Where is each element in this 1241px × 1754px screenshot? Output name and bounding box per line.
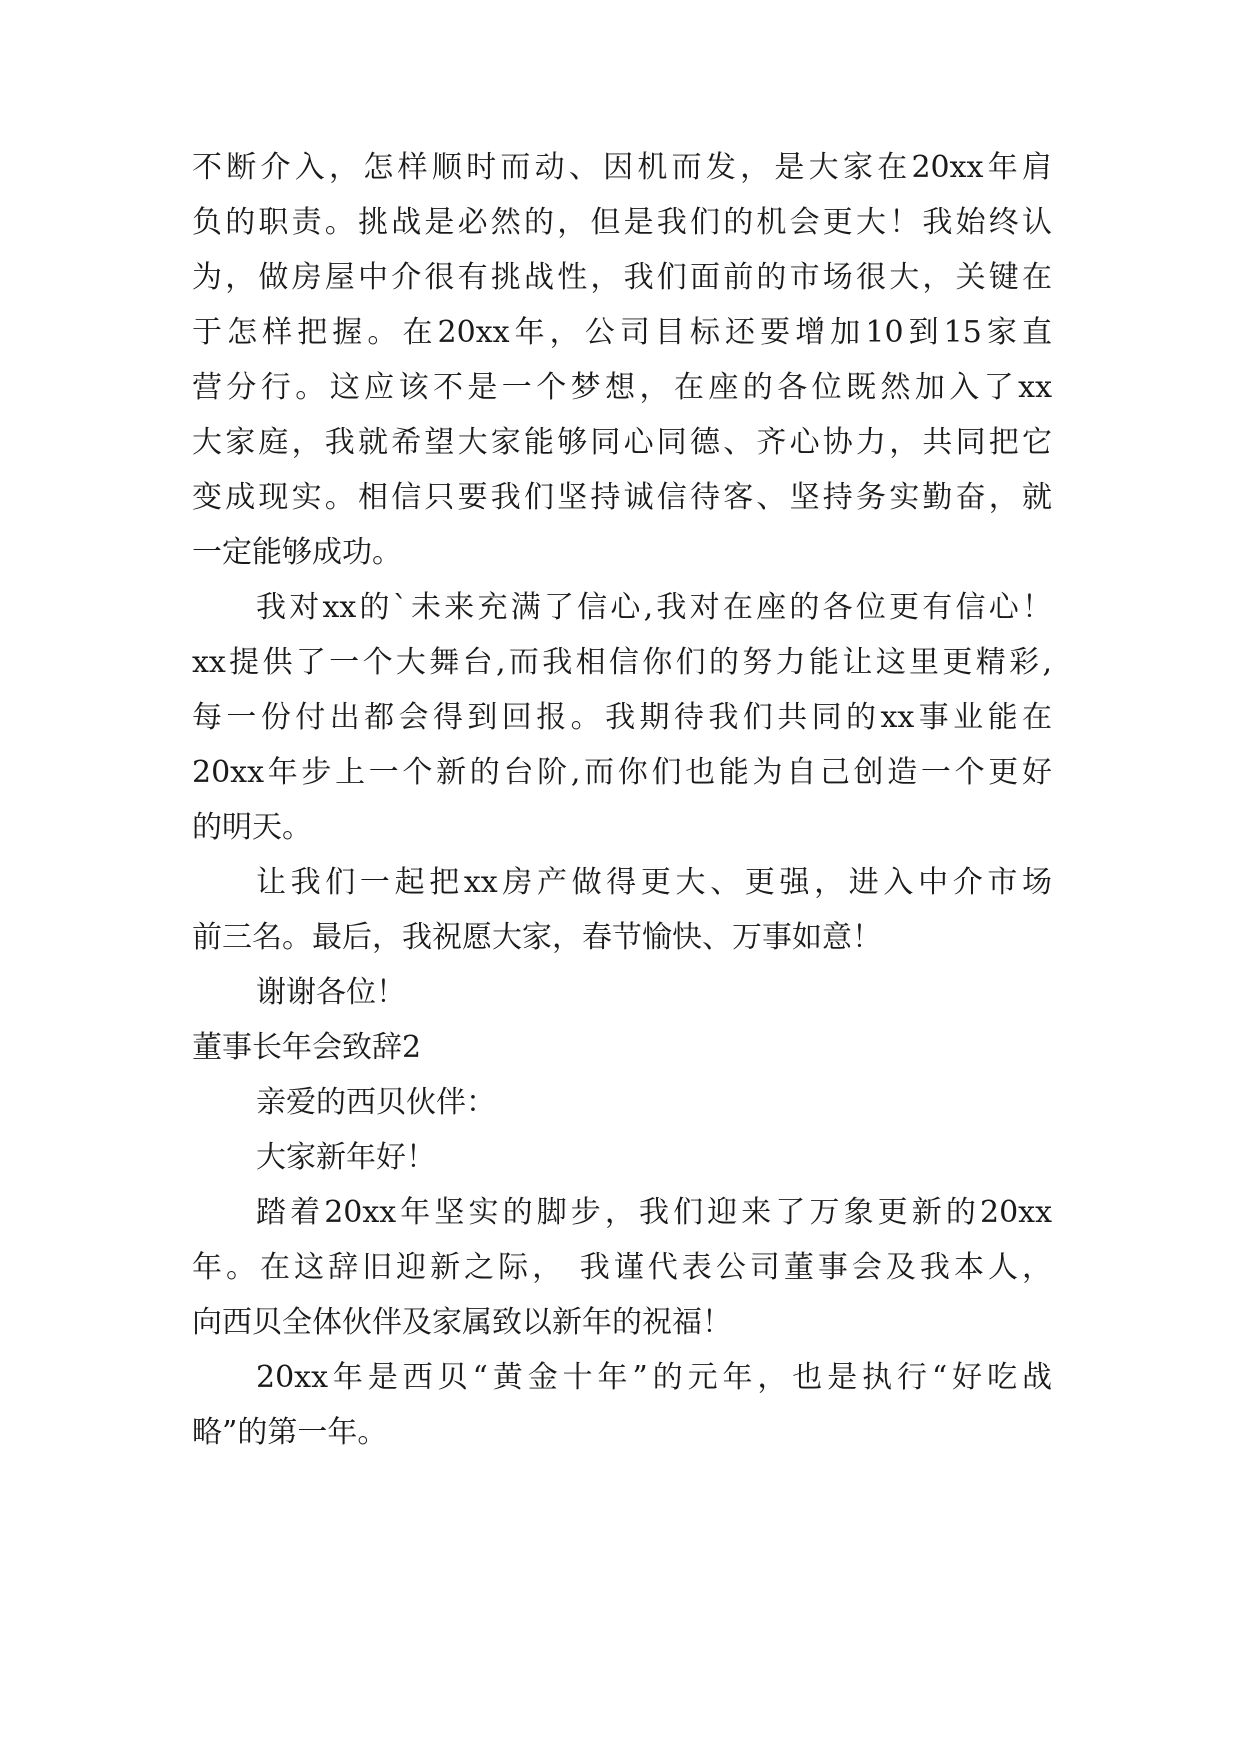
paragraph-1-line-2: 负的职责。挑战是必然的，但是我们的机会更大！我始终认 [192, 205, 1052, 240]
paragraph-3-line-1: 让我们一起把xx房产做得更大、更强，进入中介市场 [256, 865, 1052, 900]
new-year-line: 大家新年好！ [256, 1140, 436, 1175]
paragraph-1-line-1: 不断介入，怎样顺时而动、因机而发，是大家在20xx年肩 [192, 150, 1052, 185]
greeting-line: 亲爱的西贝伙伴： [256, 1085, 496, 1120]
paragraph-3-line-2: 前三名。最后，我祝愿大家，春节愉快、万事如意！ [192, 920, 882, 955]
paragraph-2-line-5: 的明天。 [192, 810, 312, 845]
paragraph-4-line-1: 踏着20xx年坚实的脚步，我们迎来了万象更新的20xx [256, 1195, 1052, 1230]
paragraph-1-line-5: 营分行。这应该不是一个梦想，在座的各位既然加入了xx [192, 370, 1052, 405]
paragraph-5-line-2: 略”的第一年。 [192, 1415, 388, 1450]
paragraph-1-line-7: 变成现实。相信只要我们坚持诚信待客、坚持务实勤奋，就 [192, 480, 1052, 515]
paragraph-2-line-1: 我对xx的`未来充满了信心,我对在座的各位更有信心！ [256, 590, 1052, 625]
paragraph-4-line-3: 向西贝全体伙伴及家属致以新年的祝福！ [192, 1305, 732, 1340]
paragraph-1-line-8: 一定能够成功。 [192, 535, 402, 570]
paragraph-1-line-3: 为，做房屋中介很有挑战性，我们面前的市场很大，关键在 [192, 260, 1052, 295]
paragraph-2-line-3: 每一份付出都会得到回报。我期待我们共同的xx事业能在 [192, 700, 1052, 735]
thanks-line: 谢谢各位！ [256, 975, 406, 1010]
paragraph-1-line-6: 大家庭，我就希望大家能够同心同德、齐心协力，共同把它 [192, 425, 1052, 460]
paragraph-1-line-4: 于怎样把握。在20xx年，公司目标还要增加10到15家直 [192, 315, 1052, 350]
paragraph-2-line-2: xx提供了一个大舞台,而我相信你们的努力能让这里更精彩, [192, 645, 1052, 680]
paragraph-2-line-4: 20xx年步上一个新的台阶,而你们也能为自己创造一个更好 [192, 755, 1052, 790]
section-heading: 董事长年会致辞2 [192, 1030, 422, 1065]
paragraph-4-line-2: 年。在这辞旧迎新之际， 我谨代表公司董事会及我本人， [192, 1250, 1052, 1285]
paragraph-5-line-1: 20xx年是西贝“黄金十年”的元年，也是执行“好吃战 [256, 1360, 1052, 1395]
